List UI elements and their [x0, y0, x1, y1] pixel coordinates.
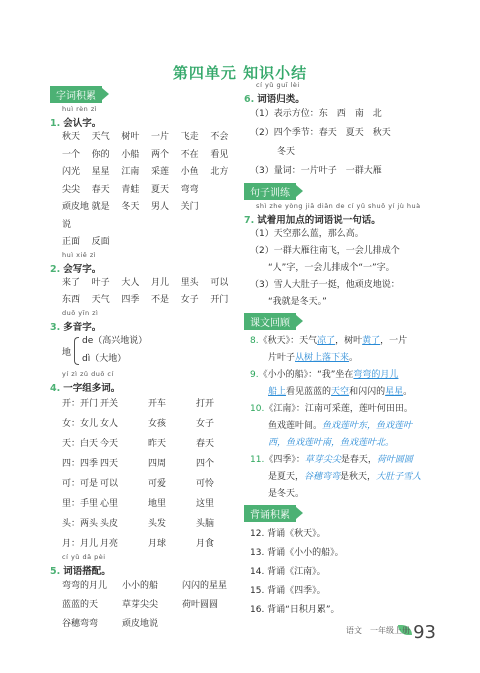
- category-line: （1）表示方位：东 西 南 北: [250, 109, 382, 119]
- word-cell: 女：女儿: [62, 418, 99, 429]
- section-tag-text-review: 课文回顾: [244, 313, 296, 330]
- word-cell: [210, 234, 240, 252]
- pinyin: huì rèn zì: [62, 105, 98, 113]
- review-9: [250, 367, 440, 401]
- word-cell: 不在: [180, 149, 199, 160]
- sentence-line: （1）天空那么蓝，那么高。: [250, 229, 364, 239]
- footer-text: 语文 一年级上册: [346, 626, 410, 635]
- sentence-line: “我就是冬天。”: [250, 297, 327, 307]
- word-cell: 谷穗弯弯: [62, 618, 99, 629]
- review-10: [250, 401, 440, 452]
- review-8: [250, 333, 440, 367]
- text: 鱼戏莲叶间。: [268, 421, 323, 431]
- word-cell: 弯弯: [180, 184, 199, 195]
- word-cell: 天：白天: [62, 438, 99, 449]
- word-cell: 顽皮地说: [62, 202, 90, 230]
- answer: 鱼戏莲叶东，鱼戏莲叶: [322, 421, 413, 431]
- word-grid-compose: [62, 394, 240, 554]
- text: 。: [349, 353, 359, 363]
- recitation-list: [244, 525, 440, 620]
- recitation-line: 16. 背诵“日积月累”。: [250, 605, 340, 615]
- answer: 弯弯的月儿: [353, 370, 399, 380]
- word-cell: 来了: [62, 277, 81, 288]
- item-number: 11.: [250, 455, 265, 465]
- word-cell: 一个: [62, 149, 81, 160]
- recitation-line: 12. 背诵《秋天》。: [250, 529, 326, 539]
- item-heading: [50, 563, 240, 577]
- word-cell: 开：开门: [62, 398, 99, 409]
- word-cell: 飞走: [180, 132, 199, 142]
- text: 《四季》：: [264, 455, 305, 465]
- word-cell: 可怜: [196, 478, 215, 489]
- answer: 谷穗弯弯: [304, 472, 341, 482]
- item-label: 多音字。: [63, 321, 102, 333]
- word-cell: 春天: [91, 184, 110, 195]
- word-cell: 月食: [196, 538, 215, 549]
- answer: 船上: [268, 387, 287, 397]
- word-cell: 大人: [121, 277, 140, 288]
- word-cell: 闪光: [62, 167, 81, 177]
- category-line: 冬天: [250, 147, 296, 157]
- word-cell: 昨天: [148, 438, 167, 449]
- item-heading: [50, 115, 240, 129]
- word-cell: 不是: [150, 295, 169, 305]
- word-cell: [121, 234, 151, 252]
- item-label: 词语搭配。: [63, 565, 111, 577]
- section-tag-sentence-training: 句子训练: [244, 183, 296, 200]
- item-heading: [50, 380, 240, 394]
- sentence-line: （2）一群大雁往南飞，一会儿排成个: [250, 246, 400, 256]
- answer: 星星: [385, 387, 404, 397]
- review-11: [250, 452, 440, 503]
- word-cell: 可以: [210, 277, 229, 288]
- word-cell: 两个: [150, 149, 169, 160]
- item-number: 1.: [50, 118, 61, 129]
- page-title: 第四单元 知识小结: [172, 64, 308, 82]
- word-cell: 头皮: [100, 518, 119, 529]
- item-number: 9.: [250, 370, 259, 380]
- word-cell: 青蛙: [121, 184, 140, 195]
- polyphone-char: 地: [62, 347, 72, 358]
- item-number: 10.: [250, 404, 265, 414]
- text: 和闪闪的: [349, 387, 386, 397]
- word-cell: 四：四季: [62, 458, 99, 469]
- answer: 凉了: [317, 336, 336, 346]
- text: 片叶子: [268, 353, 296, 363]
- text: ，一片: [380, 336, 408, 346]
- text: 《江南》：江南可采莲，莲叶何田田。: [264, 404, 413, 414]
- word-cell: 女子: [196, 418, 215, 429]
- word-cell: 荷叶圆圆: [182, 599, 219, 610]
- word-cell: 夏天: [150, 184, 169, 195]
- pinyin: cí yǔ dā pèi: [62, 552, 106, 561]
- sentence-line: “人”字，一会儿排成个“一”字。: [250, 263, 395, 273]
- word-cell: [151, 234, 181, 252]
- item-label: 会认字。: [63, 118, 102, 129]
- answer: 西，鱼戏莲叶南，鱼戏莲叶北。: [268, 438, 395, 448]
- word-cell: 就是: [91, 202, 110, 212]
- answer: 从树上落下来: [295, 353, 350, 363]
- item-label: 试着用加点的词语说一句话。: [257, 215, 381, 226]
- word-cell: 反面: [91, 237, 110, 247]
- word-grid-write: [62, 275, 240, 310]
- word-cell: 男人: [150, 202, 169, 212]
- word-cell: 你的: [91, 149, 110, 160]
- word-cell: 尖尖: [62, 184, 81, 195]
- category-list: [244, 105, 440, 181]
- item-number: 2.: [50, 263, 61, 275]
- word-cell: 四个: [196, 458, 215, 469]
- right-column: [244, 82, 440, 620]
- word-cell: 四周: [148, 458, 167, 469]
- page-number: 93: [413, 622, 436, 643]
- word-cell: 可：可是: [62, 478, 99, 489]
- word-cell: 女人: [100, 418, 119, 429]
- text: 是夏天，: [268, 472, 305, 482]
- word-cell: 月亮: [100, 538, 119, 549]
- category-line: （2）四个季节：春天 夏天 秋天: [250, 128, 391, 138]
- text: 看见蓝蓝的: [286, 387, 332, 397]
- answer: 荷叶圆圆: [376, 455, 413, 465]
- word-cell: 关门: [180, 202, 199, 212]
- sentence-line: （3）雪人大肚子一挺，他顽皮地说：: [250, 280, 400, 290]
- word-cell: 四天: [100, 458, 119, 469]
- word-cell: 一片: [150, 132, 169, 142]
- word-cell: [210, 199, 240, 234]
- word-cell: 天气: [91, 132, 110, 142]
- text: 是春天，: [340, 455, 377, 465]
- word-cell: 可爱: [148, 478, 167, 489]
- word-cell: 打开: [196, 398, 215, 409]
- word-cell: 江南: [121, 167, 140, 177]
- word-cell: 心里: [100, 498, 119, 509]
- word-cell: 小鱼: [180, 167, 199, 177]
- word-cell: 小小的船: [122, 580, 159, 591]
- word-cell: 春天: [196, 438, 215, 449]
- polyphone-block: [62, 333, 240, 371]
- word-cell: 草芽尖尖: [122, 599, 159, 610]
- item-heading: [244, 212, 440, 226]
- category-line: （3）量词：一片叶子 一群大雁: [250, 166, 382, 176]
- brace: [74, 337, 79, 365]
- section-tag-recitation: 背诵积累: [244, 505, 296, 522]
- pinyin: yí zì zǔ duō cí: [62, 369, 114, 378]
- item-number: 7.: [244, 215, 255, 226]
- word-cell: [210, 182, 240, 200]
- word-cell: 开关: [100, 398, 119, 409]
- sentence-list: [244, 226, 440, 311]
- pinyin: shì zhe yòng jiā diǎn de cí yǔ shuō yí jù huà: [256, 202, 421, 210]
- word-cell: 开车: [148, 398, 167, 409]
- word-cell: 这里: [196, 498, 215, 509]
- word-cell: 头脑: [196, 518, 215, 529]
- item-number: 5.: [50, 565, 61, 577]
- word-cell: 天气: [91, 295, 110, 305]
- word-cell: [182, 615, 252, 634]
- word-cell: 月球: [148, 538, 167, 549]
- item-heading: [50, 261, 240, 275]
- word-cell: [181, 234, 211, 252]
- left-column: [50, 84, 240, 634]
- text: 。: [403, 387, 413, 397]
- word-cell: 小船: [121, 149, 140, 160]
- text: 《小小的船》：“我”坐在: [258, 370, 354, 380]
- word-cell: 月：月儿: [62, 538, 99, 549]
- answer: 大肚子雪人: [376, 472, 422, 482]
- item-label: 会写字。: [63, 263, 102, 275]
- word-cell: 冬天: [121, 202, 140, 212]
- text: 是秋天，: [340, 472, 377, 482]
- word-cell: 四季: [121, 295, 140, 305]
- word-cell: 头发: [148, 518, 167, 529]
- word-cell: 里：手里: [62, 498, 99, 509]
- item-number: 8.: [250, 336, 259, 346]
- pinyin: cí yǔ guī lèi: [256, 81, 300, 89]
- section-tag-word-accumulation: 字词积累: [50, 86, 102, 103]
- word-cell: 看见: [210, 149, 229, 160]
- item-number: 3.: [50, 321, 61, 333]
- word-cell: 秋天: [62, 132, 81, 142]
- word-cell: 采莲: [150, 167, 169, 177]
- polyphone-b: dì（大地）: [82, 353, 127, 364]
- word-cell: 东西: [62, 295, 81, 305]
- item-number: 4.: [50, 382, 61, 394]
- word-cell: 弯弯的月儿: [62, 580, 108, 591]
- word-cell: 蓝蓝的天: [62, 599, 99, 610]
- word-cell: 里头: [180, 277, 199, 288]
- word-cell: 月儿: [150, 277, 169, 288]
- item-number: 6.: [244, 94, 255, 105]
- item-heading: [244, 91, 440, 105]
- word-cell: 今天: [100, 438, 119, 449]
- word-cell: 闪闪的星星: [182, 580, 228, 591]
- text: 是冬天。: [268, 489, 305, 499]
- word-cell: 不会: [210, 132, 229, 142]
- item-heading: [50, 319, 240, 333]
- recitation-line: 13. 背诵《小小的船》。: [250, 548, 344, 558]
- word-cell: 地里: [148, 498, 167, 509]
- word-cell: 正面: [62, 237, 81, 247]
- answer: 草芽尖尖: [304, 455, 341, 465]
- word-cell: 头：两头: [62, 518, 99, 529]
- answer: 黄了: [362, 336, 381, 346]
- word-cell: 女子: [180, 295, 199, 305]
- polyphone-a: de（高兴地说）: [82, 335, 148, 346]
- word-grid-collocation: [62, 577, 240, 634]
- text: ，树叶: [335, 336, 363, 346]
- word-cell: 树叶: [121, 132, 140, 142]
- text: 《秋天》：天气: [258, 336, 318, 346]
- recitation-line: 14. 背诵《江南》。: [250, 567, 326, 577]
- word-cell: 星星: [91, 167, 110, 177]
- word-cell: 叶子: [91, 277, 110, 288]
- pinyin: huì xiě zì: [62, 250, 97, 259]
- word-cell: 北方: [210, 167, 229, 177]
- word-cell: 开门: [210, 295, 229, 305]
- word-cell: 女孩: [148, 418, 167, 429]
- word-cell: 顽皮地说: [122, 618, 159, 629]
- item-label: 词语归类。: [257, 94, 305, 105]
- word-cell: 可以: [100, 478, 119, 489]
- word-grid-recognize: [62, 129, 240, 252]
- recitation-line: 15. 背诵《四季》。: [250, 586, 326, 596]
- answer: 天空: [331, 387, 350, 397]
- pinyin: duō yīn zì: [62, 308, 99, 317]
- item-label: 一字组多词。: [63, 382, 121, 394]
